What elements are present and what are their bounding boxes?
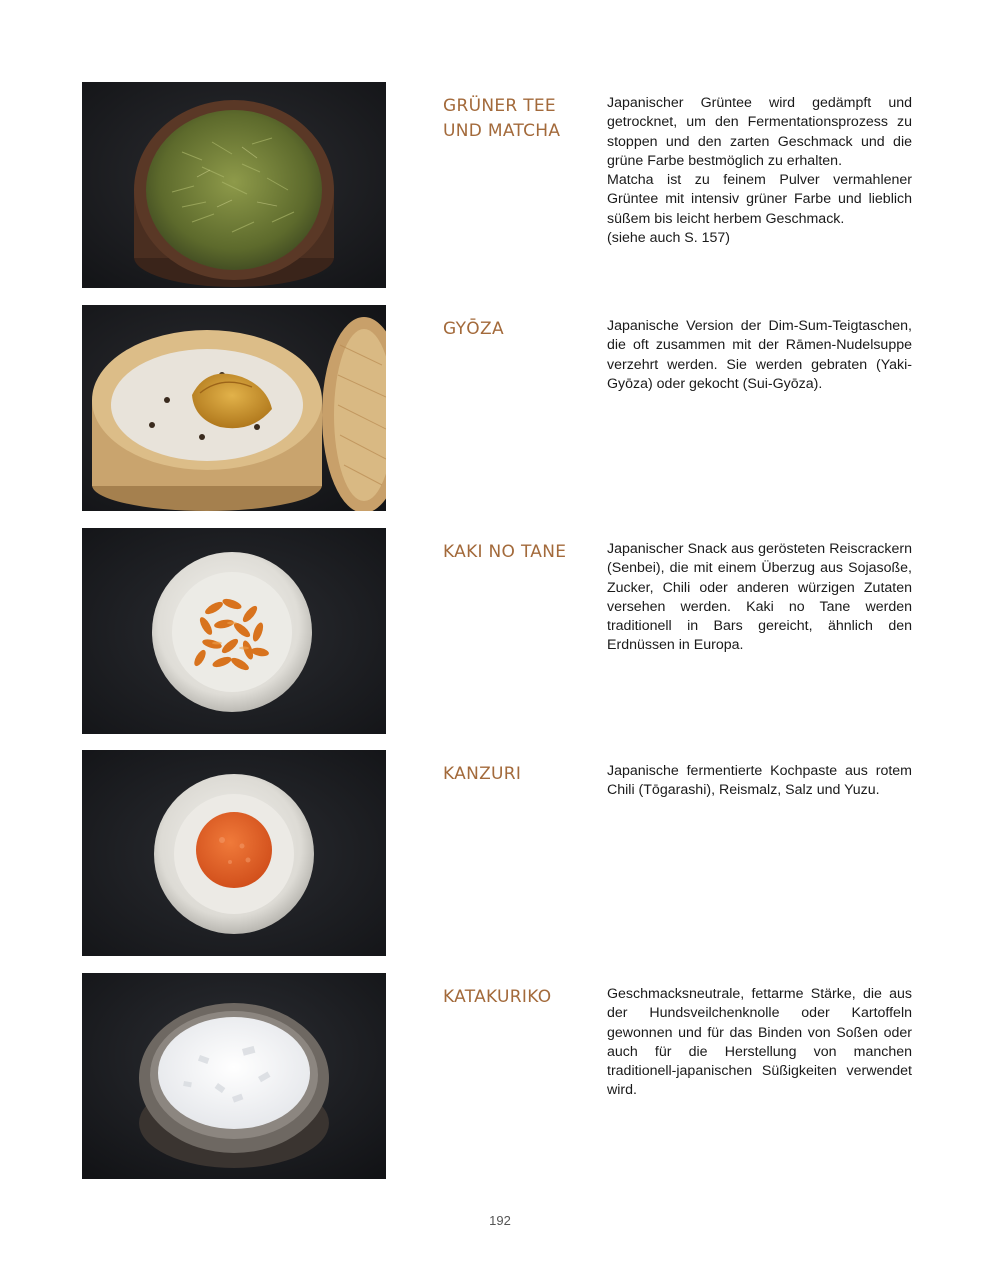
kanzuri-photo xyxy=(82,750,386,956)
description-paragraph: Matcha ist zu feinem Pulver vermahlener Grüntee mit intensiv grüner Farbe und lieblich süßem bis leicht herbem Geschmack. xyxy=(607,172,912,227)
term-title: KANZURI xyxy=(443,764,522,784)
term-title: KATAKURIKO xyxy=(443,987,552,1007)
description-paragraph: Japanische fermentierte Kochpaste aus rotem Chili (Tōgarashi), Reismalz, Salz und Yuzu. xyxy=(607,763,912,799)
term-description xyxy=(607,94,912,248)
description-reference: (siehe auch S. 157) xyxy=(607,230,731,247)
glossary-entry-gyoza xyxy=(0,305,1000,511)
description-paragraph: Japanische Version der Dim-Sum-Teigtaschen, die oft zusammen mit der Rāmen-Nudelsuppe verzehrt werden. Sie werden gebraten (Yaki-Gyōza) oder gekocht (Sui-Gyōza). xyxy=(607,318,912,392)
term-description xyxy=(607,985,912,1101)
kaki-no-tane-photo xyxy=(82,528,386,734)
term-description xyxy=(607,762,912,801)
katakuriko-photo xyxy=(82,973,386,1179)
term-description xyxy=(607,540,912,656)
glossary-entry-kaki-no-tane xyxy=(0,528,1000,734)
glossary-entry-kanzuri xyxy=(0,750,1000,956)
term-title: GRÜNER TEE UND MATCHA xyxy=(443,96,561,141)
description-paragraph: Geschmacksneutrale, fettarme Stärke, die aus der Hundsveilchenknolle oder Kartoffeln gewonnen und für das Binden von Soßen oder auch für die Herstellung von manchen traditionell-japanischen Süßigkeiten verwendet wird. xyxy=(607,986,912,1099)
page-number: 192 xyxy=(489,1213,511,1228)
term-title: KAKI NO TANE xyxy=(443,542,567,562)
description-paragraph: Japanischer Grüntee wird gedämpft und getrocknet, um den Fermentationsprozess zu stoppen und den zarten Geschmack und die grüne Farbe bestmöglich zu erhalten. xyxy=(607,95,912,169)
term-title: GYŌZA xyxy=(443,319,504,339)
term-description xyxy=(607,317,912,394)
glossary-entry-katakuriko xyxy=(0,973,1000,1179)
glossary-entry-gruener-tee xyxy=(0,82,1000,288)
gyoza-photo xyxy=(82,305,386,511)
green-tea-photo xyxy=(82,82,386,288)
description-paragraph: Japanischer Snack aus gerösteten Reiscrackern (Senbei), die mit einem Überzug aus Sojasoße, Zucker, Chili oder anderen würzigen Zutaten versehen werden. Kaki no Tane werden traditionell in Bars gereicht, ähnlich den Erdnüssen in Europa. xyxy=(607,541,912,654)
